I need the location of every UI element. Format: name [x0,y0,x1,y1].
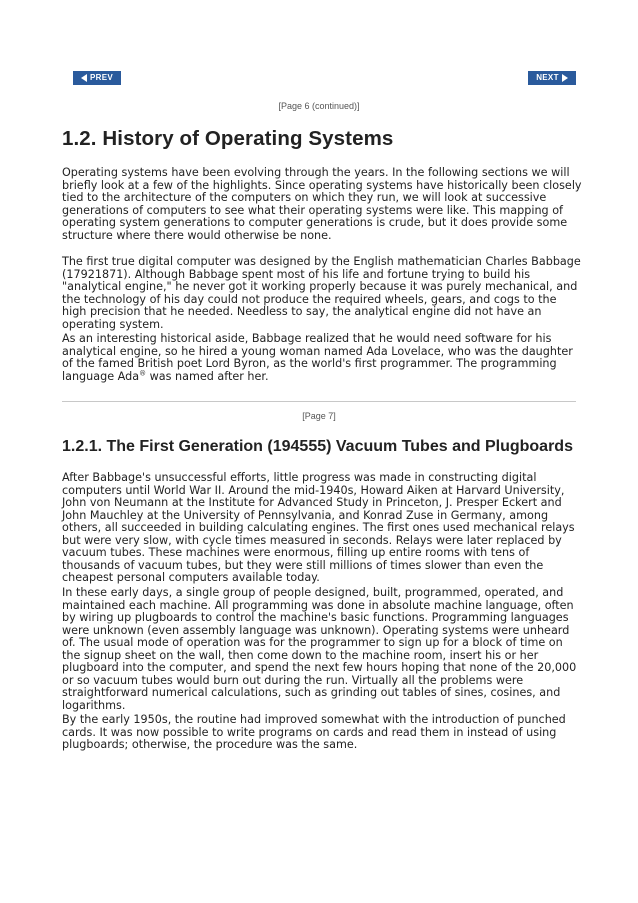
registered-mark: ® [139,368,147,377]
section-title: 1.2. History of Operating Systems [62,127,394,150]
page-marker-top: [Page 6 (continued)] [278,101,360,111]
paragraph-text: was named after her. [146,369,269,383]
page-divider [62,401,576,402]
next-button[interactable] [528,71,576,85]
prev-button[interactable] [73,71,121,85]
arrow-right-icon [562,74,568,82]
prev-label: PREV [90,73,113,82]
paragraph [62,333,584,383]
paragraph: Operating systems have been evolving through the years. In the following sections we will briefly look at a few of the highlights. Since operating systems have historically been closely tied to the architecture of the computers on which they run, we will look at successive generations of computers to see what their operating systems were like. This mapping of operating system generations to computer generations is crude, but it does provide some structure where there would otherwise be none. [62,166,582,242]
paragraph: In these early days, a single group of people designed, built, programmed, operated, and maintained each machine. All programming was done in absolute machine language, often by wiring up plugboards to control the machine's basic functions. Programming languages were unknown (even assembly language was unknown). Operating systems were unheard of. The usual mode of operation was for the programmer to sign up for a block of time on the signup sheet on the wall, then come down to the machine room, insert his or her plugboard into the computer, and spend the next few hours hoping that none of the 20,000 or so vacuum tubes would burn out during the run. Virtually all the problems were straightforward numerical calculations, such as grinding out tables of sines, cosines, and logarithms. [62,586,577,712]
paragraph: After Babbage's unsuccessful efforts, little progress was made in constructing digital computers until World War II. Around the mid-1940s, Howard Aiken at Harvard University, John von Neumann at the Institute for Advanced Study in Princeton, J. Presper Eckert and John Mauchley at the University of Pennsylvania, and Konrad Zuse in Germany, among others, all succeeded in building calculating engines. The first ones used mechanical relays but were very slow, with cycle times measured in seconds. Relays were later replaced by vacuum tubes. These machines were enormous, filling up entire rooms with tens of thousands of vacuum tubes, but they were still millions of times slower than even the cheapest personal computers available today. [62,471,575,584]
paragraph: By the early 1950s, the routine had improved somewhat with the introduction of punched cards. It was now possible to write programs on cards and read them in instead of using plugboards; otherwise, the procedure was the same. [62,713,566,751]
next-label: NEXT [536,73,559,82]
paragraph-text: As an interesting historical aside, Babbage realized that he would need software for his analytical engine, so he hired a young woman named Ada Lovelace, who was the daughter of the famed British poet Lord Byron, as the world's first programmer. The programming language Ada [62,332,573,383]
paragraph: The first true digital computer was designed by the English mathematician Charles Babbage (17921871). Although Babbage spent most of his life and fortune trying to build his "analytical engine," he never got it working properly because it was purely mechanical, and the technology of his day could not produce the required wheels, gears, and cogs to the high precision that he needed. Needless to say, the analytical engine did not have an operating system. [62,255,581,331]
subsection-title: 1.2.1. The First Generation (194555) Vacuum Tubes and Plugboards [62,438,573,455]
page-marker-middle: [Page 7] [302,411,336,421]
arrow-left-icon [81,74,87,82]
